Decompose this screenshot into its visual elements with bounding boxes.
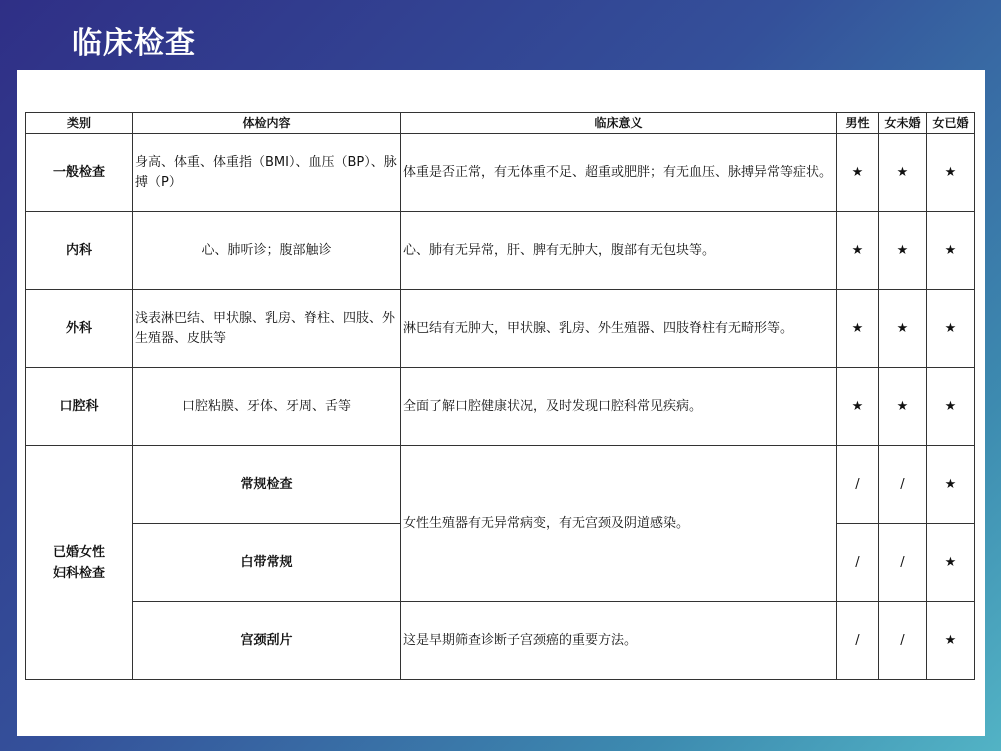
female-unmarried-mark: ★	[879, 134, 927, 212]
category-cell: 一般检查	[26, 134, 133, 212]
header-meaning: 临床意义	[401, 113, 837, 134]
meaning-cell: 全面了解口腔健康状况，及时发现口腔科常见疾病。	[401, 368, 837, 446]
table-header-row	[26, 113, 975, 134]
header-content: 体检内容	[133, 113, 401, 134]
content-cell: 身高、体重、体重指（BMI）、血压（BP）、脉搏（P）	[133, 134, 401, 212]
female-unmarried-mark: ★	[879, 368, 927, 446]
male-mark: ★	[837, 368, 879, 446]
female-married-mark: ★	[927, 602, 975, 680]
male-mark: ★	[837, 134, 879, 212]
female-unmarried-mark: /	[879, 524, 927, 602]
content-cell: 心、肺听诊；腹部触诊	[133, 212, 401, 290]
male-mark: /	[837, 602, 879, 680]
content-cell: 常规检查	[133, 446, 401, 524]
female-married-mark: ★	[927, 446, 975, 524]
female-unmarried-mark: /	[879, 446, 927, 524]
female-married-mark: ★	[927, 290, 975, 368]
header-female-unmarried: 女未婚	[879, 113, 927, 134]
male-mark: /	[837, 446, 879, 524]
category-cell-gyn	[26, 446, 133, 680]
female-married-mark: ★	[927, 212, 975, 290]
female-married-mark: ★	[927, 134, 975, 212]
category-cell: 口腔科	[26, 368, 133, 446]
female-married-mark: ★	[927, 524, 975, 602]
header-male: 男性	[837, 113, 879, 134]
table-row	[26, 290, 975, 368]
male-mark: /	[837, 524, 879, 602]
meaning-cell: 体重是否正常，有无体重不足、超重或肥胖；有无血压、脉搏异常等症状。	[401, 134, 837, 212]
content-cell: 口腔粘膜、牙体、牙周、舌等	[133, 368, 401, 446]
exam-table	[25, 112, 975, 680]
female-married-mark: ★	[927, 368, 975, 446]
header-female-married: 女已婚	[927, 113, 975, 134]
table-row	[26, 212, 975, 290]
content-cell: 宫颈刮片	[133, 602, 401, 680]
content-cell: 浅表淋巴结、甲状腺、乳房、脊柱、四肢、外生殖器、皮肤等	[133, 290, 401, 368]
meaning-cell: 这是早期筛查诊断子宫颈癌的重要方法。	[401, 602, 837, 680]
table-row	[26, 446, 975, 524]
content-cell: 白带常规	[133, 524, 401, 602]
female-unmarried-mark: ★	[879, 290, 927, 368]
content-panel	[17, 70, 985, 736]
header-category: 类别	[26, 113, 133, 134]
female-unmarried-mark: /	[879, 602, 927, 680]
table-row	[26, 602, 975, 680]
male-mark: ★	[837, 212, 879, 290]
table-row	[26, 368, 975, 446]
table-row	[26, 134, 975, 212]
gyn-category-label: 已婚女性妇科检查	[52, 544, 105, 581]
female-unmarried-mark: ★	[879, 212, 927, 290]
male-mark: ★	[837, 290, 879, 368]
meaning-cell: 心、肺有无异常，肝、脾有无肿大，腹部有无包块等。	[401, 212, 837, 290]
page-title: 临床检查	[72, 26, 196, 61]
category-cell: 内科	[26, 212, 133, 290]
meaning-cell-shared: 女性生殖器有无异常病变，有无宫颈及阴道感染。	[401, 446, 837, 602]
meaning-cell: 淋巴结有无肿大，甲状腺、乳房、外生殖器、四肢脊柱有无畸形等。	[401, 290, 837, 368]
category-cell: 外科	[26, 290, 133, 368]
